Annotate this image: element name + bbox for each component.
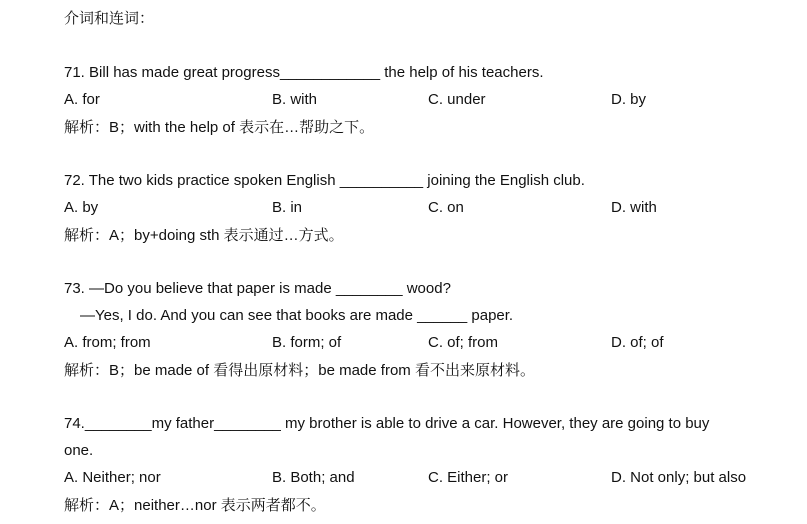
option-a: A. for (64, 91, 100, 108)
option-d: D. Not only; but also (611, 469, 747, 486)
question-stem: 72. The two kids practice spoken English __________ joining the English club. (64, 172, 585, 189)
analysis-text: A；neither…nor 表示两者都不。 (109, 497, 326, 514)
option-c: C. on (428, 199, 464, 216)
analysis-prefix: 解析： (64, 496, 110, 514)
option-b: B. Both; and (272, 469, 355, 486)
option-b: B. form; of (272, 334, 342, 351)
option-a: A. by (64, 199, 99, 216)
option-b: B. in (272, 199, 303, 216)
option-c: C. Either; or (428, 469, 509, 486)
analysis (64, 117, 374, 138)
question-stem-line2: one. (64, 442, 94, 459)
option-b: B. with (272, 91, 318, 108)
option-c: C. of; from (428, 334, 499, 351)
analysis-text: A；by+doing sth 表示通过…方式。 (109, 227, 344, 244)
option-d: D. with (611, 199, 657, 216)
option-d: D. of; of (611, 334, 664, 351)
question-stem-line2: —Yes, I do. And you can see that books are made ______ paper. (80, 307, 514, 324)
heading: 介词和连词： (64, 9, 155, 27)
analysis (64, 495, 326, 516)
option-d: D. by (611, 91, 647, 108)
analysis-prefix: 解析： (64, 226, 110, 244)
question-stem: 73. —Do you believe that paper is made ________ wood? (64, 280, 451, 297)
option-c: C. under (428, 91, 486, 108)
analysis-prefix: 解析： (64, 361, 110, 379)
question-stem: 71. Bill has made great progress____________ the help of his teachers. (64, 64, 544, 81)
analysis-prefix: 解析： (64, 118, 110, 136)
analysis (64, 360, 535, 381)
option-a: A. from; from (64, 334, 151, 351)
question-stem: 74.________my father________ my brother is able to drive a car. However, they are going to buy (64, 415, 710, 432)
analysis-text: B；with the help of 表示在…帮助之下。 (109, 119, 375, 136)
option-a: A. Neither; nor (64, 469, 161, 486)
analysis (64, 225, 344, 246)
analysis-text: B；be made of 看得出原材料；be made from 看不出来原材料。 (109, 362, 535, 379)
